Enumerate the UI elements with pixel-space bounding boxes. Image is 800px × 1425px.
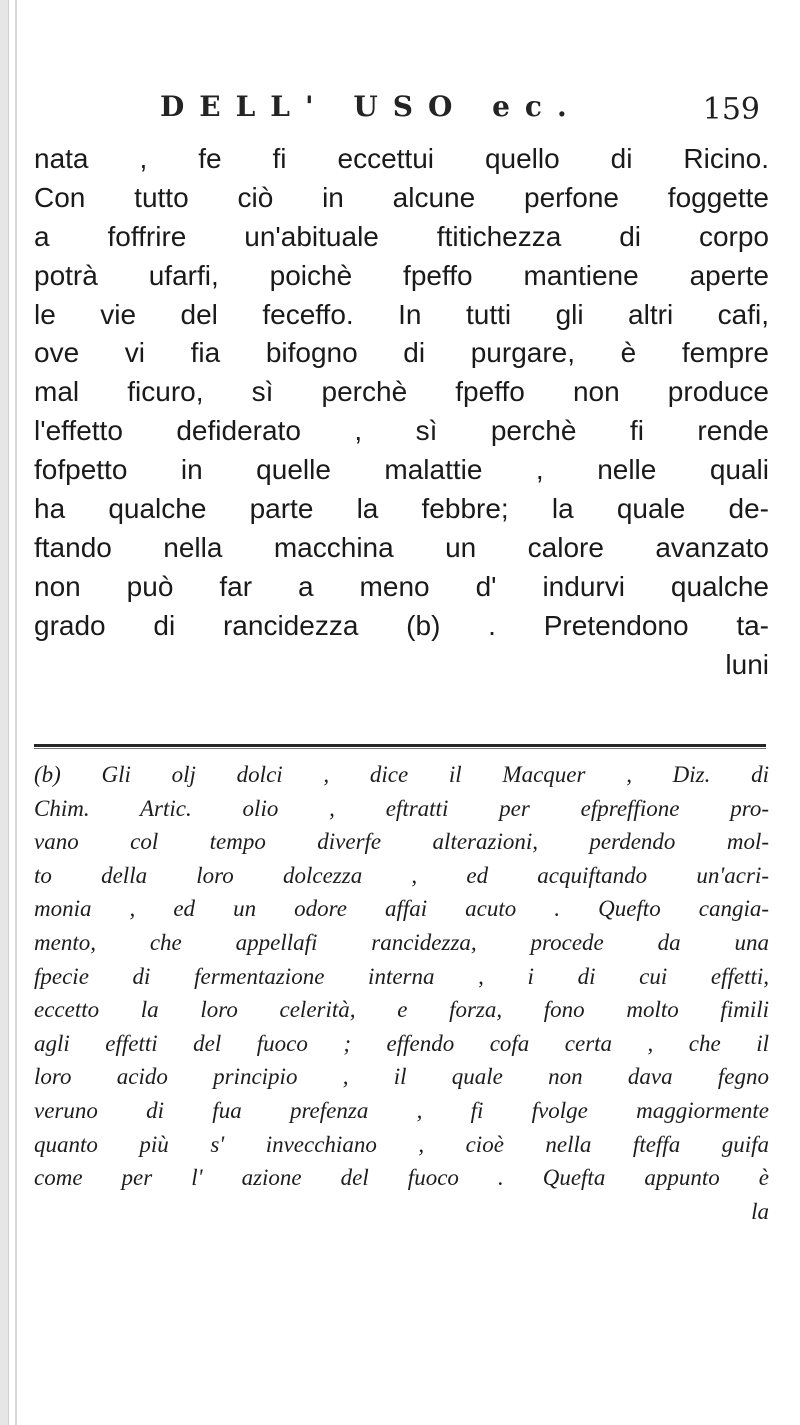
text-line: nata , fe fi eccettui quello di Ricino.	[34, 143, 769, 174]
footnote-catchword: la	[751, 1198, 769, 1224]
footnote-line: vano col tempo diverfe alterazioni, perdendo mol-	[34, 829, 769, 855]
footnote-line: monia , ed un odore affai acuto . Quefto cangia-	[34, 896, 769, 922]
scan-edge-line	[15, 0, 17, 1425]
text-line: le vie del feceffo. In tutti gli altri cafi,	[34, 298, 769, 330]
text-line: potrà ufarfi, poichè fpeffo mantiene aperte	[34, 259, 769, 291]
text-line: ove vi fia bifogno di purgare, è fempre	[34, 337, 769, 369]
text-line: non può far a meno d' indurvi qualche	[34, 570, 769, 602]
footnote-line: loro acido principio , il quale non dava fegno	[34, 1064, 769, 1090]
footnote-line: come per l' azione del fuoco . Quefta appunto è	[34, 1165, 769, 1191]
text-line: fofpetto in quelle malattie , nelle quali	[34, 454, 769, 486]
catchword: luni	[725, 648, 769, 680]
main-text	[34, 140, 769, 684]
text-line: l'effetto defiderato , sì perchè fi rende	[34, 415, 769, 447]
footnote-line: quanto più s' invecchiano , cioè nella fteffa guifa	[34, 1131, 769, 1157]
running-head	[160, 90, 760, 130]
footnote-line: fpecie di fermentazione interna , i di cui effetti,	[34, 963, 769, 989]
footnote	[34, 758, 769, 1228]
text-line: ha qualche parte la febbre; la quale de-	[34, 493, 769, 525]
footnote-separator-thin	[34, 748, 766, 749]
footnote-line: Chim. Artic. olio , eftratti per efpreffione pro-	[34, 795, 769, 821]
scan-gutter	[0, 0, 9, 1425]
footnote-line: (b) Gli olj dolci , dice il Macquer , Diz. di	[34, 762, 769, 787]
text-line: a foffrire un'abituale ftitichezza di corpo	[34, 220, 769, 252]
text-line: mal ficuro, sì perchè fpeffo non produce	[34, 376, 769, 408]
running-head-title: DELL' USO ec.	[160, 90, 582, 123]
footnote-line: mento, che appellafi rancidezza, procede da una	[34, 929, 769, 955]
text-line: ftando nella macchina un calore avanzato	[34, 531, 769, 563]
text-line: Con tutto ciò in alcune perfone foggette	[34, 181, 769, 213]
footnote-separator	[34, 744, 766, 747]
footnote-line: veruno di fua prefenza , fi fvolge maggiormente	[34, 1097, 769, 1123]
footnote-line: eccetto la loro celerità, e forza, fono molto fimili	[34, 997, 769, 1023]
footnote-line: agli effetti del fuoco ; effendo cofa certa , che il	[34, 1030, 769, 1056]
text-line: grado di rancidezza (b) . Pretendono ta-	[34, 609, 769, 641]
page-number: 159	[702, 92, 760, 127]
footnote-line: to della loro dolcezza , ed acquiftando un'acri-	[34, 862, 769, 888]
